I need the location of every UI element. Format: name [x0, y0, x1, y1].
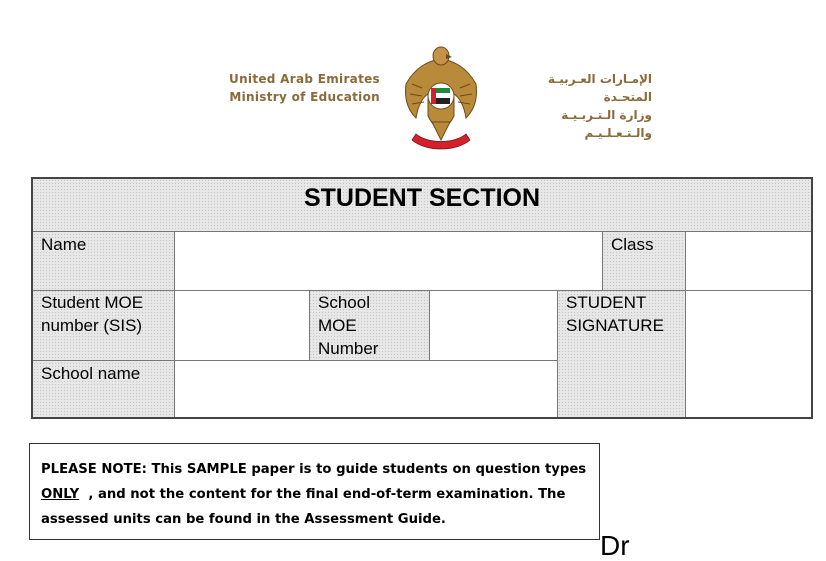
cut-off-heading: Dr — [600, 530, 630, 561]
name-field[interactable] — [175, 232, 602, 290]
student-moe-label-line: number (SIS) — [41, 316, 143, 335]
column-divider — [174, 231, 175, 417]
school-moe-label-line: Number — [318, 339, 379, 358]
name-label: Name — [41, 235, 87, 254]
school-name-field[interactable] — [175, 361, 557, 417]
student-section-title: STUDENT SECTION — [303, 184, 541, 212]
ministry-english-name — [228, 70, 380, 106]
class-label: Class — [611, 235, 654, 254]
school-moe-label-line: School — [318, 293, 370, 312]
ministry-header — [0, 40, 826, 155]
signature-label-line: STUDENT — [566, 293, 647, 312]
student-moe-label-line: Student MOE — [41, 293, 144, 312]
column-divider — [309, 290, 310, 360]
note-line-2-rest: , and not the content for the final end-of-term examination. The — [88, 487, 566, 502]
school-moe-field[interactable] — [430, 291, 557, 360]
note-only-emphasis: ONLY — [41, 487, 80, 502]
english-line-1: United Arab Emirates — [229, 72, 380, 86]
arabic-line-2: وزارة الـتـربـيـة والـتـعـلـيـم — [561, 108, 652, 140]
note-line-1: PLEASE NOTE: This SAMPLE paper is to guide students on question types — [41, 462, 587, 477]
student-section-table — [31, 177, 813, 419]
note-text — [41, 457, 596, 532]
signature-field[interactable] — [686, 291, 811, 417]
note-line-2 — [41, 482, 596, 507]
student-moe-field[interactable] — [175, 291, 309, 360]
uae-emblem-icon — [398, 44, 484, 154]
student-moe-label — [41, 291, 143, 337]
note-line-3: assessed units can be found in the Assessment Guide. — [41, 512, 446, 527]
sample-paper-note — [29, 443, 600, 540]
column-divider — [685, 231, 686, 417]
school-moe-label — [318, 291, 378, 360]
student-signature-label — [566, 291, 664, 337]
column-divider — [602, 231, 603, 290]
column-divider — [429, 290, 430, 360]
english-line-2: Ministry of Education — [229, 90, 380, 104]
school-name-label: School name — [41, 364, 141, 383]
school-moe-label-line: MOE — [318, 316, 357, 335]
ministry-arabic-name — [498, 70, 652, 142]
class-field[interactable] — [686, 232, 811, 290]
column-divider — [557, 290, 558, 417]
signature-label-line: SIGNATURE — [566, 316, 664, 335]
arabic-line-1: الإمـارات العـربيـة المتحـدة — [547, 72, 652, 104]
